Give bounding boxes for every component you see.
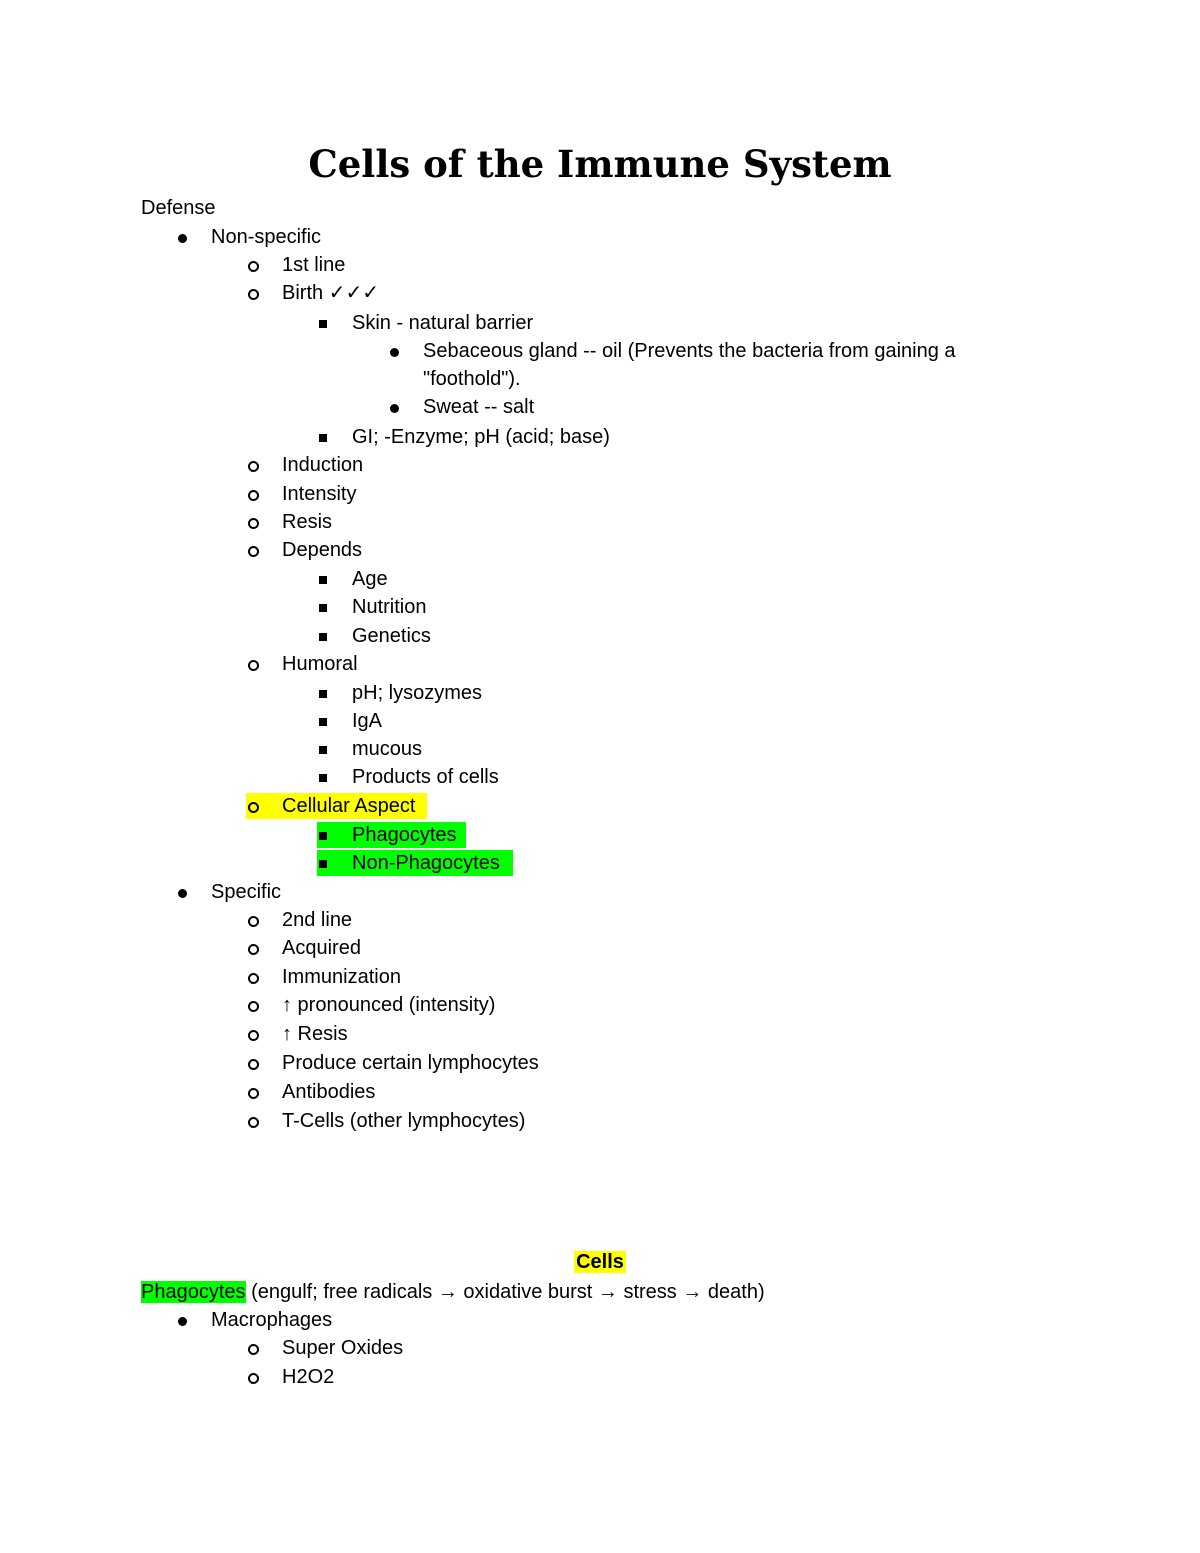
cells-heading-text: Cells — [576, 1251, 624, 1273]
square-bullet-icon — [313, 821, 333, 849]
list-item: Super Oxides — [282, 1337, 404, 1359]
list-item: Immunization — [282, 966, 401, 988]
circle-bullet-icon — [243, 451, 263, 479]
square-bullet-icon — [313, 565, 333, 593]
list-item: IgA — [352, 710, 383, 732]
list-item: Induction — [282, 454, 364, 476]
list-item: Depends — [282, 539, 363, 561]
square-bullet-icon — [313, 622, 333, 650]
page-title: Cells of the Immune System — [308, 142, 892, 186]
cells-heading — [0, 1248, 1200, 1276]
circle-bullet-icon — [243, 934, 263, 962]
list-item: Antibodies — [282, 1081, 376, 1103]
circle-bullet-icon — [243, 650, 263, 678]
circle-bullet-icon — [243, 1049, 263, 1077]
disc-bullet-icon — [384, 337, 404, 365]
circle-bullet-icon — [243, 1078, 263, 1106]
circle-bullet-icon — [243, 991, 263, 1019]
list-item: Non-Phagocytes — [352, 852, 500, 874]
circle-bullet-icon — [243, 251, 263, 279]
list-item: H2O2 — [282, 1366, 335, 1388]
square-bullet-icon — [313, 735, 333, 763]
list-item: ↑ Resis — [282, 1023, 348, 1045]
list-item: Nutrition — [352, 596, 427, 618]
list-item: 1st line — [282, 254, 346, 276]
square-bullet-icon — [313, 763, 333, 791]
list-item: pH; lysozymes — [352, 682, 483, 704]
circle-bullet-icon — [243, 906, 263, 934]
square-bullet-icon — [313, 423, 333, 451]
list-item: Birth ✓✓✓ — [282, 282, 379, 304]
list-item: Sweat -- salt — [423, 396, 535, 418]
list-item: Produce certain lymphocytes — [282, 1052, 539, 1074]
non-specific-item: Non-specific — [211, 226, 322, 248]
square-bullet-icon — [313, 679, 333, 707]
circle-bullet-icon — [243, 279, 263, 307]
list-item: 2nd line — [282, 909, 353, 931]
circle-bullet-icon — [243, 536, 263, 564]
list-item: Genetics — [352, 625, 431, 647]
list-item: Acquired — [282, 937, 361, 959]
list-item: Age — [352, 568, 388, 590]
list-item-continuation: "foothold"). — [423, 368, 521, 390]
cellular-aspect-item: Cellular Aspect — [282, 795, 416, 817]
list-item: Intensity — [282, 483, 357, 505]
disc-bullet-icon — [172, 223, 192, 251]
circle-bullet-icon — [243, 963, 263, 991]
square-bullet-icon — [313, 849, 333, 877]
square-bullet-icon — [313, 707, 333, 735]
list-item: ↑ pronounced (intensity) — [282, 994, 496, 1016]
defense-heading: Defense — [141, 197, 216, 219]
disc-bullet-icon — [384, 393, 404, 421]
phagocytes-term: Phagocytes — [141, 1281, 246, 1303]
specific-item: Specific — [211, 881, 282, 903]
list-item: T-Cells (other lymphocytes) — [282, 1110, 526, 1132]
circle-bullet-icon — [243, 508, 263, 536]
circle-bullet-icon — [243, 1363, 263, 1391]
list-item: GI; -Enzyme; pH (acid; base) — [352, 426, 610, 448]
square-bullet-icon — [313, 593, 333, 621]
list-item: Skin - natural barrier — [352, 312, 534, 334]
disc-bullet-icon — [172, 878, 192, 906]
list-item: Phagocytes — [352, 824, 457, 846]
circle-bullet-icon — [243, 792, 263, 820]
circle-bullet-icon — [243, 1334, 263, 1362]
circle-bullet-icon — [243, 1020, 263, 1048]
disc-bullet-icon — [172, 1306, 192, 1334]
square-bullet-icon — [313, 309, 333, 337]
circle-bullet-icon — [243, 480, 263, 508]
phagocytes-description: (engulf; free radicals → oxidative burst → stress → death) — [245, 1281, 765, 1303]
list-item: Macrophages — [211, 1309, 333, 1331]
list-item: mucous — [352, 738, 423, 760]
list-item: Resis — [282, 511, 333, 533]
list-item: Sebaceous gland -- oil (Prevents the bacteria from gaining a — [423, 340, 956, 362]
list-item: Products of cells — [352, 766, 499, 788]
phagocytes-line — [141, 1278, 765, 1306]
circle-bullet-icon — [243, 1107, 263, 1135]
list-item: Humoral — [282, 653, 358, 675]
